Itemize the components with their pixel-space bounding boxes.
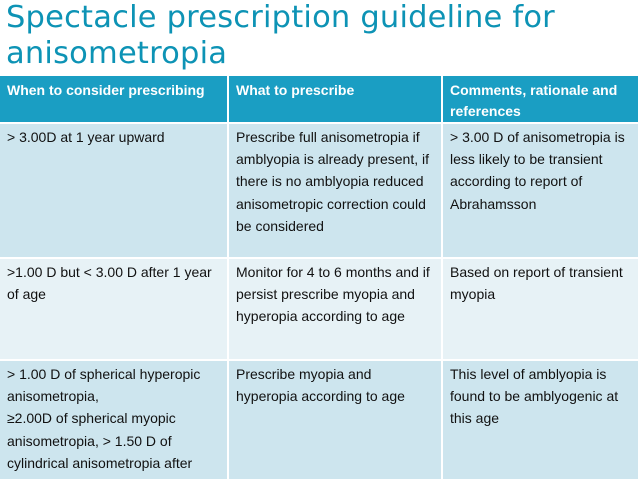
header-what-to-prescribe: What to prescribe (228, 76, 442, 123)
slide-title-line-1: Spectacle prescription guideline for (6, 0, 555, 35)
cell-what-to-prescribe: Prescribe full anisometropia if amblyopia is already present, if there is no amblyopia reduced anisometropic correction could be considered (228, 123, 442, 258)
cell-when-to-consider (0, 360, 228, 479)
cell-when-to-consider (0, 123, 228, 258)
cell-what-to-prescribe: Monitor for 4 to 6 months and if persist prescribe myopia and hyperopia according to age (228, 258, 442, 360)
cell-when-to-consider (0, 258, 228, 360)
cell-text-line-2: ≥2.00D of spherical myopic anisometropia, > 1.50 D of cylindrical anisometropia after (7, 410, 193, 471)
header-comments: Comments, rationale and references (442, 76, 638, 123)
slide-title (6, 0, 636, 72)
cell-what-to-prescribe: Prescribe myopia and hyperopia according to age (228, 360, 442, 479)
cell-text: > 3.00D at 1 year upward (7, 129, 165, 145)
cell-text: >1.00 D but < 3.00 D after 1 year of age (7, 264, 212, 303)
table-row (0, 360, 638, 479)
prescription-guideline-table (0, 76, 638, 479)
table-header-row (0, 76, 638, 123)
cell-comments: Based on report of transient myopia (442, 258, 638, 360)
slide-title-line-2: anisometropia (6, 36, 228, 71)
cell-text-line-1: > 1.00 D of spherical hyperopic anisometropia, (7, 366, 201, 405)
cell-comments: This level of amblyopia is found to be amblyogenic at this age (442, 360, 638, 479)
table-row (0, 258, 638, 360)
cell-comments: > 3.00 D of anisometropia is less likely to be transient according to report of Abrahamsson (442, 123, 638, 258)
header-when-to-consider: When to consider prescribing (0, 76, 228, 123)
table-row (0, 123, 638, 258)
